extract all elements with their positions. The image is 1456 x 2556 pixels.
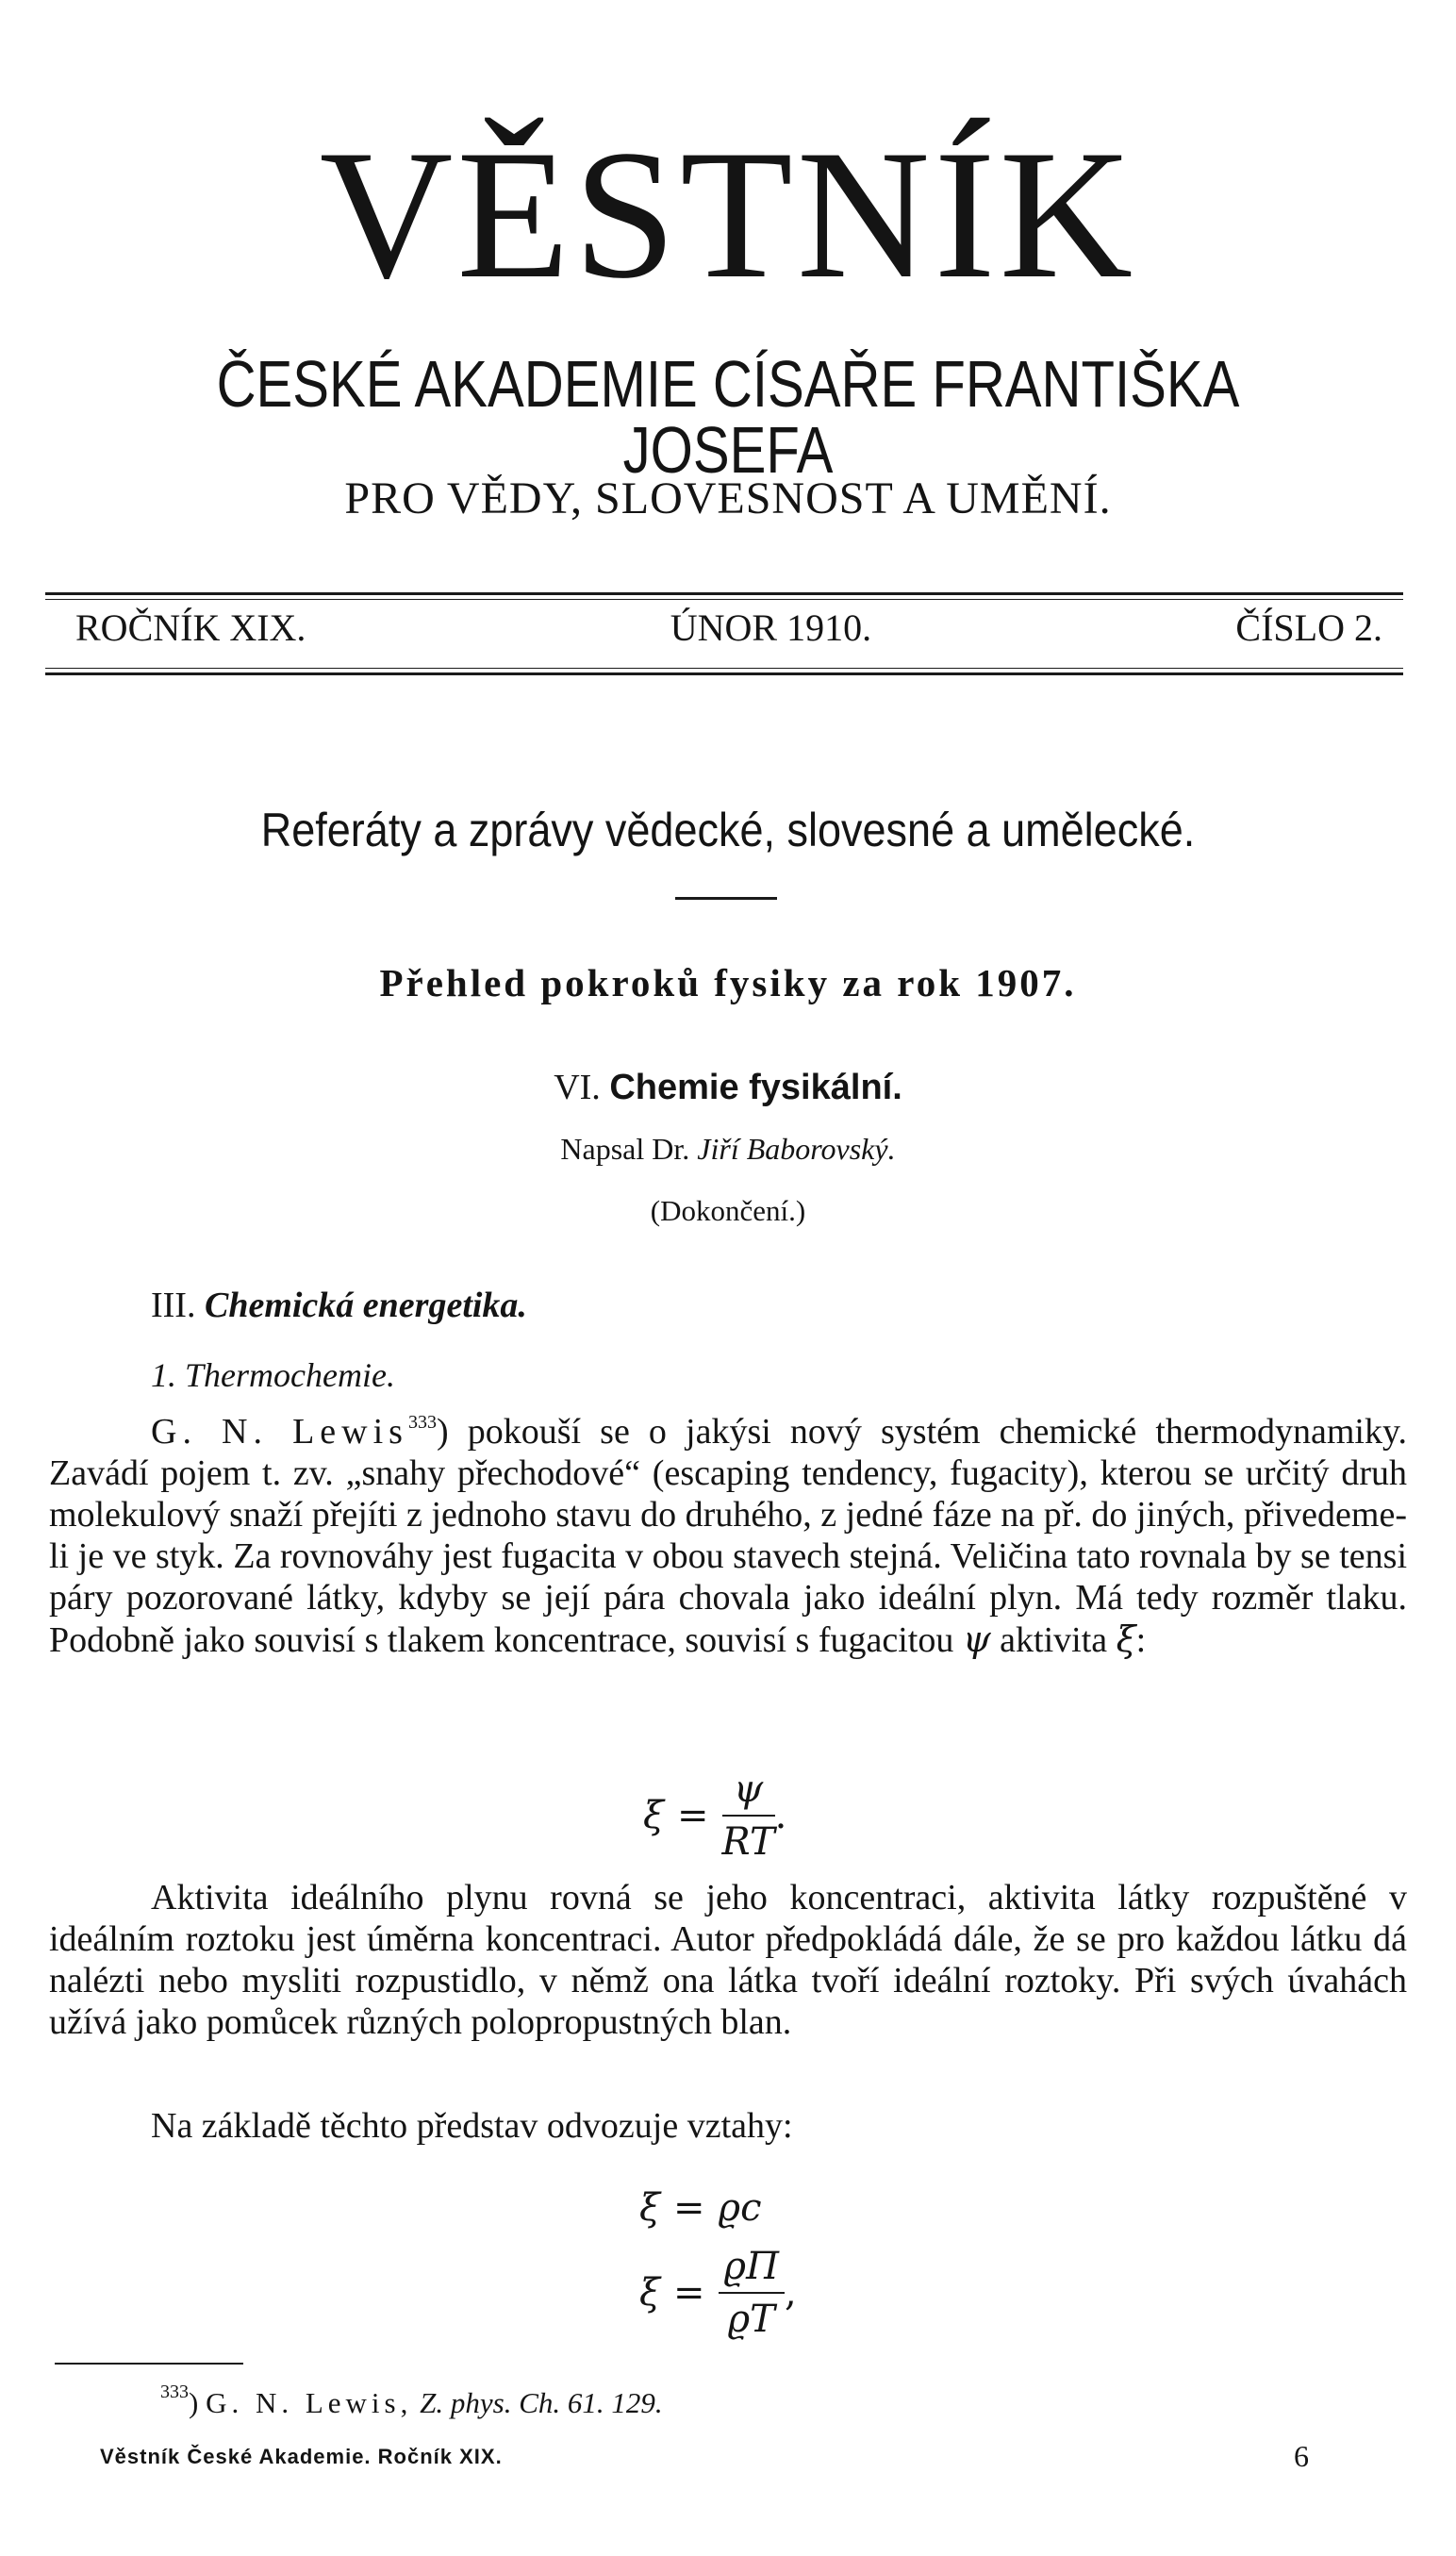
issue-volume: ROČNÍK XIX.: [75, 606, 306, 649]
formula-3-tail: ,: [784, 2271, 797, 2315]
cited-author: G. N. Lewis: [151, 1412, 408, 1452]
formula-2-eq: =: [673, 2186, 705, 2230]
header-rule-top-thin: [45, 599, 1403, 600]
paragraph-1: [49, 1411, 1407, 1661]
xi-symbol: ξ: [1116, 1618, 1136, 1660]
formula-3-lhs: ξ: [639, 2271, 661, 2315]
header-rule-top: [45, 592, 1403, 595]
formula-1-numerator: ψ: [733, 1768, 764, 1811]
issue-info-row: [75, 606, 1382, 649]
formula-2-lhs: ξ: [639, 2186, 661, 2230]
formula-1-denominator: RT: [721, 1820, 775, 1864]
formula-3-fraction: [719, 2245, 785, 2341]
masthead-title: VĚSTNÍK: [319, 112, 1137, 317]
section-name: Chemická energetika.: [204, 1286, 527, 1325]
page-footer: Věstník České Akademie. Ročník XIX.: [100, 2445, 503, 2468]
formula-1-lhs: ξ: [643, 1794, 665, 1837]
issue-number: ČÍSLO 2.: [1235, 606, 1382, 649]
article-title: Přehled pokroků fysiky za rok 1907.: [379, 961, 1077, 1004]
paragraph-2-text: Aktivita ideálního plynu rovná se jeho koncentraci, aktivita látky rozpuštěné v ideálním roztoku jest úměrna koncentraci. Autor předpokládá dále, že se pro každou látku dá nalézti nebo mysliti rozpustidlo, v němž ona látka tvoří ideální roztoky. Při svých úvahách užívá jako pomůcek různých polopropustných blan.: [49, 1878, 1407, 2042]
psi-symbol: ψ: [962, 1618, 991, 1660]
footnote-divider: [55, 2363, 243, 2365]
paragraph-1-mid: aktivita: [1000, 1620, 1108, 1660]
masthead-subtitle: PRO VĚDY, SLOVESNOST A UMĚNÍ.: [344, 473, 1112, 523]
academy-name: ČESKÉ AKADEMIE CÍSAŘE FRANTIŠKA JOSEFA: [216, 347, 1240, 487]
footnote-source: Z. phys. Ch. 61. 129.: [420, 2386, 663, 2419]
formula-concentration: [639, 2186, 761, 2230]
paragraph-1-end: :: [1135, 1620, 1147, 1660]
formula-1-fraction: [722, 1768, 775, 1864]
section-heading: Referáty a zprávy vědecké, slovesné a umělecké.: [260, 804, 1196, 856]
byline: [0, 1134, 1456, 1164]
continuation-note: (Dokončení.): [650, 1194, 806, 1227]
chapter-title: Chemie fysikální.: [609, 1068, 902, 1107]
formula-2-rhs: ϱc: [718, 2186, 762, 2230]
formula-pressure: [639, 2245, 797, 2341]
footnote-author: G. N. Lewis,: [206, 2386, 413, 2419]
chapter-numeral: VI.: [554, 1068, 601, 1107]
footnote: $^{333}$) G. N. Lewis, Z. phys. Ch. 61. 129.: [160, 2382, 663, 2419]
byline-prefix: Napsal Dr.: [560, 1132, 690, 1166]
formula-1-eq: =: [677, 1794, 709, 1837]
heading-divider: [675, 897, 777, 900]
formula-3-denominator: ϱT: [727, 2298, 775, 2341]
paragraph-3-text: Na základě těchto představ odvozuje vztahy:: [151, 2106, 793, 2146]
paragraph-2: [49, 1877, 1407, 2043]
footnote-number: 333: [160, 2382, 189, 2402]
formula-3-numerator: ϱΠ: [723, 2245, 779, 2288]
section-title: [151, 1287, 527, 1323]
page-number: 6: [1294, 2439, 1309, 2473]
formula-1-tail: .: [774, 1794, 787, 1837]
chapter-heading: [0, 1070, 1456, 1105]
author-name: Jiří Baborovský.: [697, 1132, 896, 1166]
header-rule-bottom-thin: [45, 668, 1403, 669]
paragraph-1-text: ) pokouší se o jakýsi nový systém chemické thermodynamiky. Zavádí pojem t. zv. „snahy přechodové“ (escaping tendency, fugacity), kterou se určitý druh molekulový snaží přejíti z jednoho stavu do druhého, z jedné fáze na př. do jiných, přivedeme-li je ve styk. Za rovnováhy jest fugacita v obou stavech stejná. Veličina tato rovnala by se tensi páry pozorované látky, kdyby se její pára chovala jako ideální plyn. Má tedy rozměr tlaku. Podobně jako souvisí s tlakem koncentrace, souvisí s fugacitou: [49, 1412, 1407, 1660]
issue-date: ÚNOR 1910.: [670, 606, 872, 649]
subsection-title: 1. Thermochemie.: [151, 1356, 395, 1394]
footnote-ref: 333: [407, 1412, 437, 1433]
formula-3-eq: =: [673, 2271, 705, 2315]
header-rule-bottom: [45, 672, 1403, 675]
section-numeral: III.: [151, 1286, 196, 1325]
formula-activity: [643, 1768, 786, 1864]
paragraph-3: [49, 2105, 1407, 2147]
